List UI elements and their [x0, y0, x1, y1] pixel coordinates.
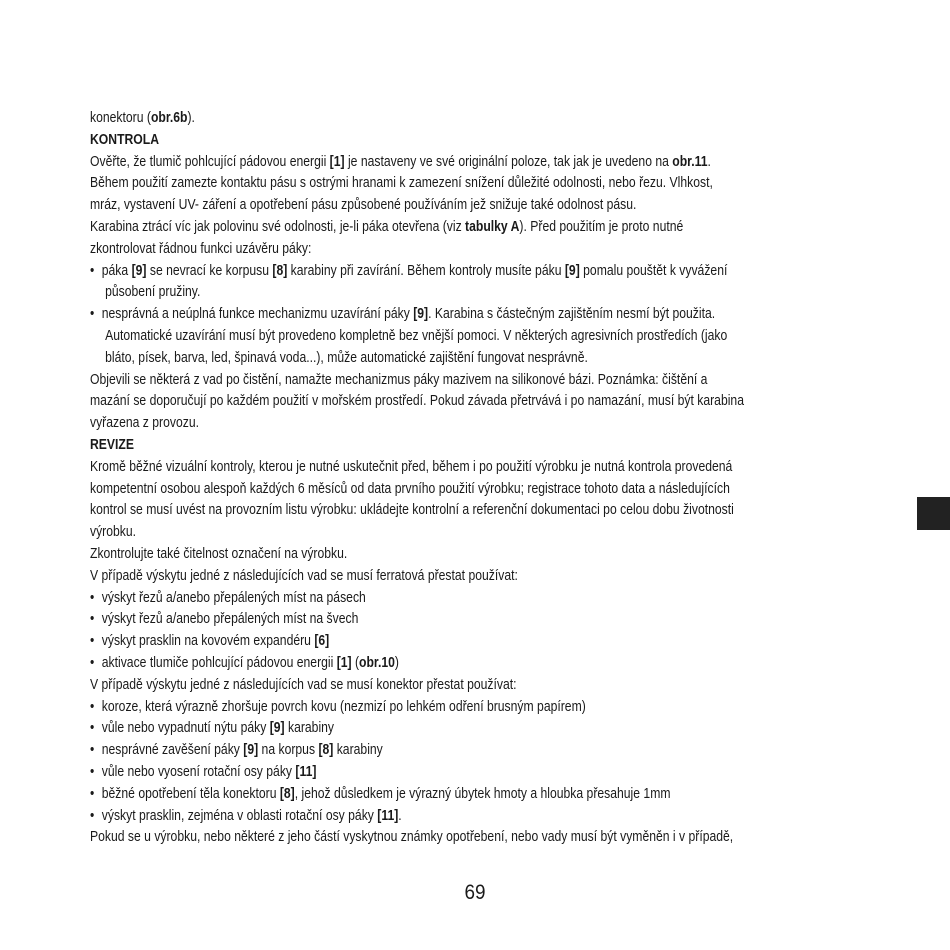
text-span: výskyt řezů a/anebo přepálených míst na švech	[101, 611, 359, 628]
bold-reference: [9]	[564, 262, 580, 279]
text-span: V případě výskytu jedné z následujících vad se musí ferratová přestat používat:	[90, 567, 518, 584]
bold-reference: KONTROLA	[90, 131, 160, 148]
text-span: ). Před použitím je proto nutné	[519, 218, 684, 235]
text-line	[90, 326, 905, 348]
bold-reference: [1]	[336, 654, 352, 671]
bold-reference: obr.6b	[150, 110, 188, 126]
text-line	[90, 479, 905, 501]
bold-reference: [11]	[295, 763, 317, 780]
bullet-icon: •	[90, 763, 95, 780]
text-span: bláto, písek, barva, led, špinavá voda...), může automatické zajištění fungovat nesprávně.	[105, 349, 588, 366]
bullet-item	[90, 718, 905, 740]
text-line	[90, 217, 905, 239]
bold-reference: [1]	[329, 153, 345, 170]
text-span: nesprávné zavěšení páky	[101, 742, 244, 759]
bullet-item	[90, 740, 905, 762]
text-line	[90, 195, 905, 217]
text-span: na korpus	[258, 742, 319, 759]
bold-reference: [9]	[269, 720, 285, 737]
text-span: aktivace tlumiče pohlcující pádovou energii	[101, 654, 337, 671]
bullet-item	[90, 609, 905, 631]
text-span: nesprávná a neúplná funkce mechanizmu uzavírání páky	[101, 306, 414, 323]
text-line	[90, 391, 905, 413]
text-span: ).	[187, 110, 195, 126]
bold-reference: obr.11	[672, 153, 708, 170]
text-span: karabiny při zavírání. Během kontroly musíte páku	[287, 262, 565, 279]
text-span: .	[398, 807, 402, 824]
bold-reference: [8]	[318, 742, 334, 759]
text-span: Karabina ztrácí víc jak polovinu své odolnosti, je-li páka otevřena (viz	[90, 218, 466, 235]
document-body	[90, 108, 905, 849]
text-span: výskyt prasklin, zejména v oblasti rotační osy páky	[101, 807, 378, 824]
text-span: výskyt řezů a/anebo přepálených míst na pásech	[101, 589, 366, 606]
text-span: konektoru (	[90, 110, 151, 126]
text-span: kompetentní osobou alespoň každých 6 měsíců od data prvního použití výrobku; registrace tohoto data a následujících	[90, 480, 730, 497]
text-line	[90, 522, 905, 544]
text-span: výrobku.	[90, 524, 137, 541]
bullet-item	[90, 806, 905, 828]
bold-reference: [9]	[131, 262, 147, 279]
bullet-icon: •	[90, 306, 95, 323]
bullet-icon: •	[90, 654, 95, 671]
text-span: běžné opotřebení těla konektoru	[101, 785, 280, 802]
text-span: vůle nebo vypadnutí nýtu páky	[101, 720, 270, 737]
text-span: Automatické uzavírání musí být provedeno kompletně bez vnější pomoci. V některých agresivních prostředích (jako	[105, 327, 728, 344]
text-line	[90, 282, 905, 304]
bullet-item	[90, 304, 905, 326]
text-span: páka	[101, 262, 132, 279]
bullet-icon: •	[90, 611, 95, 628]
section-heading	[90, 130, 905, 152]
text-span: výskyt prasklin na kovovém expandéru	[101, 633, 315, 650]
bold-reference: obr.10	[359, 654, 395, 671]
bullet-item	[90, 762, 905, 784]
text-line	[90, 457, 905, 479]
text-span: V případě výskytu jedné z následujících vad se musí konektor přestat používat:	[90, 676, 517, 693]
bold-reference: [8]	[272, 262, 288, 279]
text-span: vůle nebo vyosení rotační osy páky	[101, 763, 296, 780]
text-line	[90, 827, 905, 849]
text-span: Objevili se některá z vad po čistění, namažte mechanizmus páky mazivem na silikonové bázi. Poznámka: čištění a	[90, 371, 708, 388]
text-line	[90, 152, 905, 174]
text-span: se nevrací ke korpusu	[146, 262, 273, 279]
text-span: Pokud se u výrobku, nebo některé z jeho částí vyskytnou známky opotřebení, nebo vady musí být vyměněn i v případě,	[90, 829, 734, 846]
text-line	[90, 566, 905, 588]
bullet-item	[90, 261, 905, 283]
text-line	[90, 500, 905, 522]
bullet-icon: •	[90, 262, 95, 279]
bullet-item	[90, 588, 905, 610]
bullet-item	[90, 697, 905, 719]
text-line	[90, 348, 905, 370]
text-span: je nastaveny ve své originální poloze, tak jak je uvedeno na	[344, 153, 673, 170]
text-span: mráz, vystavení UV- záření a opotřebení pásu způsobené používáním jež snižuje také odolnost pásu.	[90, 197, 637, 214]
page-number: 69	[464, 881, 486, 904]
bullet-icon: •	[90, 633, 95, 650]
bold-reference: [8]	[279, 785, 295, 802]
text-span: karabiny	[333, 742, 383, 759]
bold-reference: [6]	[314, 633, 330, 650]
bullet-icon: •	[90, 742, 95, 759]
bullet-icon: •	[90, 698, 95, 715]
text-span: Během použití zamezte kontaktu pásu s ostrými hranami k zamezení snížení důležité odolnosti, nebo řezu. Vlhkost,	[90, 175, 713, 192]
bold-reference: [9]	[243, 742, 259, 759]
text-span: koroze, která výrazně zhoršuje povrch kovu (nezmizí po lehkém odření brusným papírem)	[101, 698, 586, 715]
bullet-icon: •	[90, 807, 95, 824]
text-line	[90, 544, 905, 566]
bold-reference: [9]	[413, 306, 429, 323]
text-span: karabiny	[284, 720, 335, 737]
text-span: mazání se doporučují po každém použití v mořském prostředí. Pokud závada přetrvává i po namazání, musí být karabina	[90, 393, 744, 410]
bullet-icon: •	[90, 785, 95, 802]
text-span: (	[351, 654, 360, 671]
bullet-icon: •	[90, 589, 95, 606]
text-span: pomalu pouštět k vyvážení	[579, 262, 728, 279]
text-line	[90, 370, 905, 392]
text-span: Kromě běžné vizuální kontroly, kterou je nutné uskutečnit před, během i po použití výrobku je nutná kontrola provedená	[90, 458, 733, 475]
text-span: . Karabina s částečným zajištěním nesmí být použita.	[428, 306, 716, 323]
bold-reference: tabulky A	[465, 218, 520, 235]
text-span: Ověřte, že tlumič pohlcující pádovou energii	[90, 153, 330, 170]
text-line	[90, 173, 905, 195]
text-span: )	[394, 654, 399, 671]
section-tab-marker	[917, 497, 950, 530]
bullet-icon: •	[90, 720, 95, 737]
bullet-item	[90, 653, 905, 675]
text-span: , jehož důsledkem je výrazný úbytek hmoty a hloubka přesahuje 1mm	[294, 785, 671, 802]
text-span: vyřazena z provozu.	[90, 415, 200, 432]
bold-reference: REVIZE	[90, 436, 134, 453]
text-line	[90, 108, 905, 130]
section-heading	[90, 435, 905, 457]
text-line	[90, 239, 905, 261]
text-span: kontrol se musí uvést na provozním listu výrobku: ukládejte kontrolní a referenční dokumentaci po celou dobu životnosti	[90, 502, 734, 519]
text-span: zkontrolovat řádnou funkci uzávěru páky:	[90, 240, 312, 257]
text-line	[90, 675, 905, 697]
bullet-item	[90, 784, 905, 806]
text-span: .	[707, 153, 711, 170]
text-span: působení pružiny.	[105, 284, 201, 301]
bullet-item	[90, 631, 905, 653]
text-line	[90, 413, 905, 435]
bold-reference: [11]	[377, 807, 399, 824]
text-span: Zkontrolujte také čitelnost označení na výrobku.	[90, 545, 348, 562]
